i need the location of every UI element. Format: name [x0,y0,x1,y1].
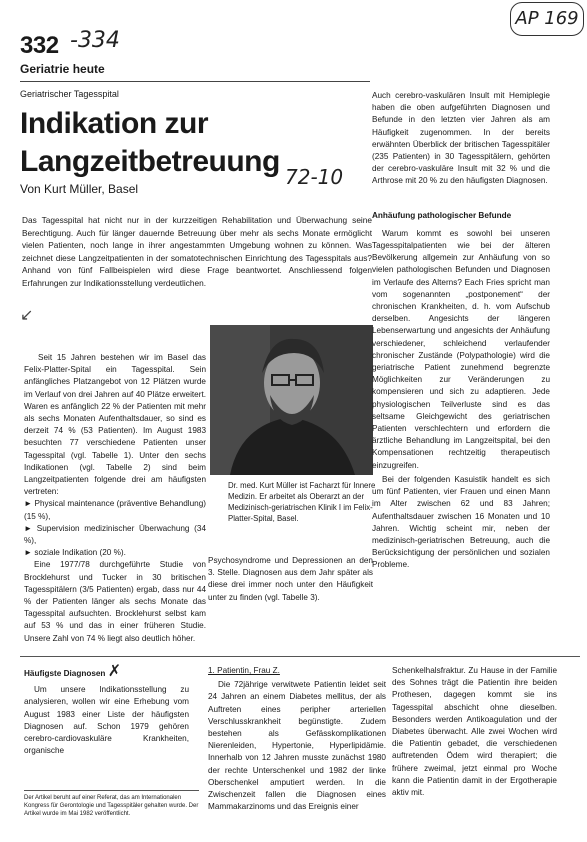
col1-paragraph-1: Seit 15 Jahren bestehen wir im Basel das Felix-Platter-Spital ein Tagesspital. Sein anfängliches Platzangebot von 12 Plätzen wurde im Verlauf von drei Jahren auf 40 Plätze erweitert. Waren es anfänglich 22 % der Patienten mit mehr als sechs Monaten Aufenthaltsdauer, so sind es derzeit 74 % (53 Patienten). Im August 1983 besuchten 77 verschiedene Patienten unser Tagesspital (vgl. Tabelle 1). Unter den sechs Indikationen (vgl. Tabelle 2) sind beim Langzeitpatienten folgende drei am häufigsten vertreten: [24,353,206,497]
margin-arrow-icon: ↙ [20,307,34,324]
col3-paragraph-1: Auch cerebro-vaskulären Insult mit Hemiplegie haben die oben aufgeführten Diagnosen und Befunde in den letzten vier Jahren als am Häufigkeit zugenommen. In der bereits erwähnten Überblick der britischen Tagesspitäler (235 Patienten) in 30 Tagesspitälern, gehörten der cerebro-vaskuläre Insult mit 32 % und die Arthrose mit 20 % zu den häufigsten Diagnosen. [372,91,550,186]
diagnoses-paragraph: Um unsere Indikationsstellung zu analysieren, wollen wir eine Erhebung vom August 1983 einer Liste der häufigsten Diagnosen auf. Schon 1979 gehören cerebro-cardiovaskuläre Krankheiten, organische [24,685,189,756]
case-1-heading: 1. Patientin, Frau Z. [208,666,280,675]
col3-paragraph-3: Bei der folgenden Kasuistik handelt es sich um fünf Patienten, vier Frauen und einen Mann im Alter zwischen 62 und 83 Jahren; Aufenthaltsdauer zwischen 16 Monaten und 10 Jahren. Wichtig scheint mir, neben der medizinisch-geriatrischen Betreuung, auch die Berücksichtigung der persönlichen und sozialen Probleme. [372,474,550,570]
diagnoses-section [24,661,189,757]
magazine-name: Geriatrie heute [20,62,105,76]
title-line-1: Indikation zur [20,107,208,140]
case-1-paragraph: Die 72jährige verwitwete Patientin leidet seit 24 Jahren an einem Diabetes mellitus, der als Auftreten eines peripher arteriellen Verschlusskrankheit begünstigte. Zudem bestehen als Gefässkomplikationen Nierenleiden, Hypertonie, Hyperlipidämie. Innerhalb von 12 Jahren musste zunächst 1980 der rechte Unterschenkel und 1982 der linke Oberschenkel amputiert werden. In die Zwischenzeit fallen die Diagnosen eines Mammakarzinoms und das Ereignis einer [208,680,386,812]
col3-heading: Anhäufung pathologischer Befunde [372,210,512,220]
col3-paragraph-2: Warum kommt es sowohl bei unseren Tagesspitalpatienten wie bei der älteren Bevölkerung allgemein zur Anhäufung von so vielen pathologischen Befunden und Diagnosen im Verlaufe des Alterns? Each Fries spricht man vom sogenannten „postponement“ der chronischen Krankheiten, d. h. vom Aufschub derselben. Angesichts der längeren Lebenserwartung und angesichts der Anhäufung verschiedener, schleichend verlaufender chronischer Zustände (Polypathologie) wird die geriatrische Patient zunehmend begrenzte Möglichkeiten zur Veränderungen zu kompensieren und sich zu adaptieren. Jede physiologischen Teilverluste sind es das seltsame Gleichgewicht des geriatrischen Patienten verschlechtern und erfordern die ärztliche Behandlung im Langzeitspital, bei den Kompensationen rechtzeitig therapeutisch einzugreifen. [372,228,550,470]
section-kicker: Geriatrischer Tagesspital [20,89,119,99]
handwritten-x-mark: ✗ [107,661,122,680]
author-photo [210,325,373,475]
case-1-continued: Schenkelhalsfraktur. Zu Hause in der Familie des Sohnes trägt die Patientin ihre beiden Prothesen, dagegen kommt sie ins Tagesspital abschicht ohne dieselben. Besonders werden Antikoagulation und der Diabetes überwacht. Alle zwei Wochen wird die Patientin gebadet, die verschiedenen auftretenden Ödem wird therapiert; die frühere zweimal, jetzt einmal pro Woche kann die Patientin damit in der Ergotherapie aktiv mit. [392,666,557,798]
title-line-2: Langzeitbetreuung [20,145,280,178]
col1-paragraph-2: Eine 1977/78 durchgeführte Studie von Brocklehurst und Tucker in 30 britischen Tagesspitälern (3/5 Patienten) ergab, dass nur 44 % der Patienten länger als sechs Monate das Tagesspital aufsuchten. Brocklehurst selbst kam auf 53 % und das in einer früheren Studie. Unsere Zahl von 74 % liegt also deutlich höher. [24,560,206,643]
handwritten-number: 72-10 [285,165,344,189]
col1-bullet-2: ► Supervision medizinischer Überwachung (34 %), [24,523,206,546]
archive-stamp: AP 169 [510,2,584,36]
lead-paragraph: Das Tagesspital hat nicht nur in der kurzzeitigen Rehabilitation und Überwachung seine Berechtigung. Auch für länger dauernde Betreuung über mehr als sechs Monate ermöglicht vielen Patienten, noch lange in ihrer angestammten Umgebung wohnen zu können. Was zeichnet diese Langzeitpatienten in der somatotechnischen Einrichtung des Tagesspitals aus? Anhand von fünf Fallbeispielen wird diese Frage beantwortet. Anschliessend folgen Erfahrungen zur Indikationsstellung verdeutlichen. [22,215,372,288]
author-portrait-image [210,325,373,475]
column-2-text: Psychosyndrome und Depressionen an den 3. Stelle. Diagnosen aus dem Jahr später als diese drei immer noch unter den Häufigkeit unter zu finden (vgl. Tabelle 3). [208,556,373,602]
article-title [20,105,280,181]
handwritten-page-number: -334 [70,28,120,53]
footnote: Der Artikel beruht auf einer Referat, das am Internationalen Kongress für Gerontologie und Tagesspitäler gehalten wurde. Der Artikel wurde im Mai 1982 veröffentlicht. [24,790,199,818]
header-rule [20,81,370,82]
col1-bullet-3: ► soziale Indikation (20 %). [24,548,126,558]
case-1-section [208,665,386,813]
col1-bullet-1: ► Physical maintenance (präventive Behandlung) (15 %), [24,499,206,521]
page-number: 332 [20,32,59,59]
section-rule [20,656,580,657]
diagnoses-heading: Häufigste Diagnosen ✗ [24,661,122,680]
column-3 [372,90,550,572]
byline: Von Kurt Müller, Basel [20,182,139,196]
photo-caption: Dr. med. Kurt Müller ist Facharzt für Innere Medizin. Er arbeitet als Oberarzt an der Medizinisch-geriatrischen Klinik I im Felix-Platter-Spital, Basel. [228,481,376,523]
column-1 [24,352,206,645]
